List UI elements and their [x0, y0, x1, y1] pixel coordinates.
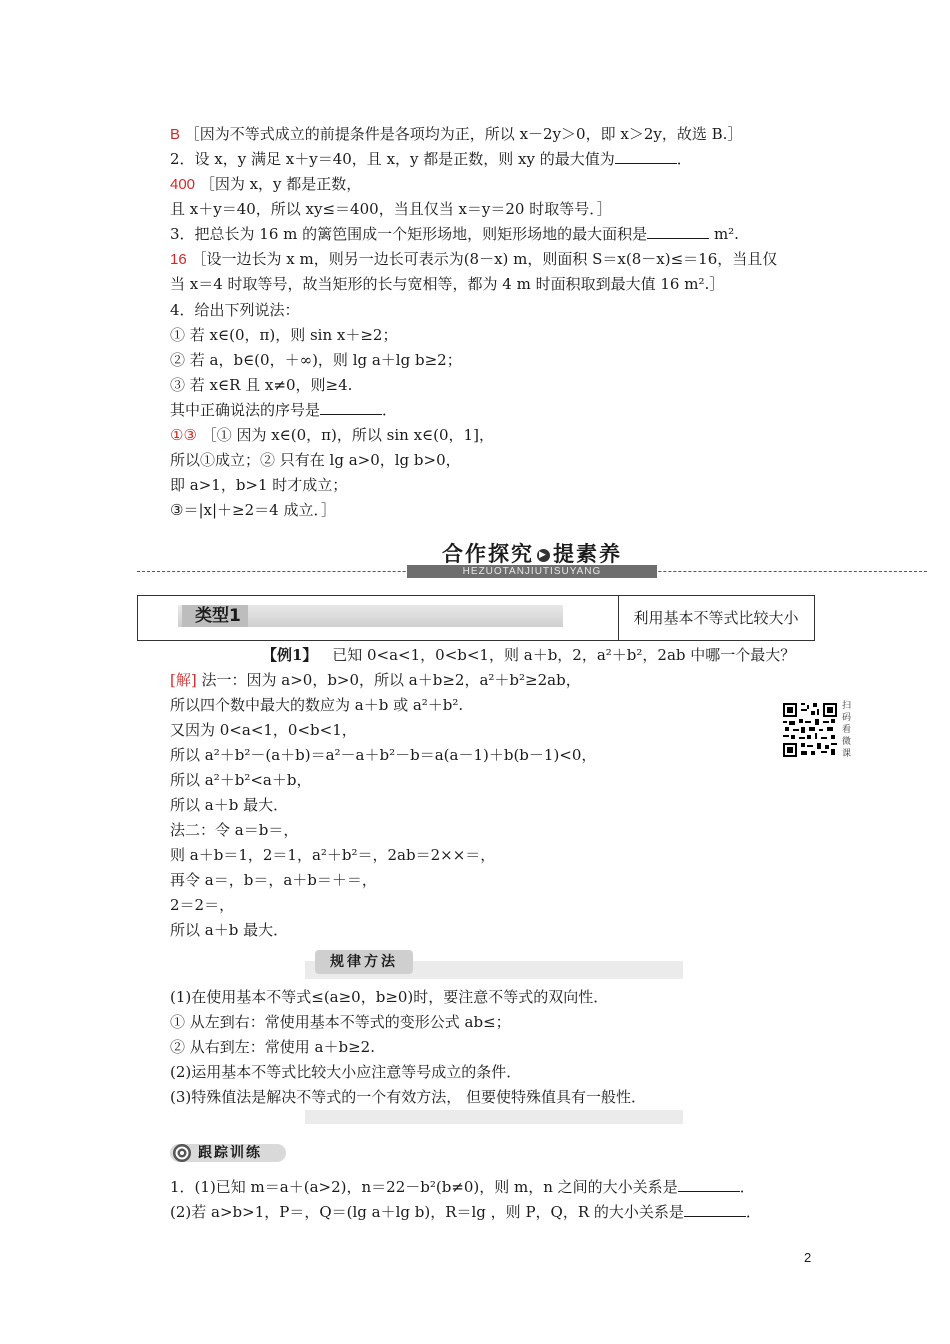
solution-text: 则 a＋b＝1，2＝1，a²＋b²＝，2ab＝2××＝，: [170, 846, 496, 864]
answer-blank: [615, 149, 677, 164]
answer-blank: [684, 1202, 746, 1217]
solution-text: 所以四个数中最大的数应为 a＋b 或 a²＋b².: [170, 696, 464, 714]
solution-line-5: [170, 770, 311, 790]
answer-line-8: [170, 475, 347, 495]
qr-caption: 扫码看微课: [842, 701, 852, 759]
solution-text: 所以 a＋b 最大．: [170, 921, 289, 939]
method-line-2: [170, 1012, 511, 1032]
answer-mark: 16: [170, 251, 187, 268]
answer-mark: ①③: [170, 427, 197, 444]
question-end: ．: [382, 401, 398, 419]
question-text: 4．给出下列说法：: [170, 301, 300, 319]
answer-mark: 400: [170, 176, 196, 193]
answer-text: ［因为不等式成立的前提条件是各项均为正，所以 x－2y＞0，即 x＞2y，故选 B.］: [184, 125, 743, 143]
tracking-header: [170, 1141, 286, 1165]
answer-line-1: [170, 124, 742, 145]
answer-line-5: [170, 274, 724, 294]
answer-mark: B: [170, 126, 181, 143]
answer-text: ［设一边长为 x m，则另一边长可表示为(8－x) m，则面积 S＝x(8－x)≤＝16，当且仅: [191, 250, 778, 268]
qr-code-icon[interactable]: [783, 703, 837, 757]
answer-blank: [647, 224, 709, 239]
answer-text: 且 x＋y＝40，所以 xy≤＝400，当且仅当 x＝y＝20 时取等号．］: [170, 200, 612, 218]
solution-text: 2＝2＝，: [170, 896, 235, 914]
practice-text: 1．(1)已知 m＝a＋(a>2)，n＝22－b²(b≠0)，则 m，n 之间的大小关系是: [170, 1178, 678, 1196]
method-text: (1)在使用基本不等式≤(a≥0，b≥0)时，要注意不等式的双向性．: [170, 988, 609, 1006]
solution-text: 法二：令 a＝b＝，: [170, 821, 299, 839]
solution-text: 法一：因为 a>0，b>0，所以 a＋b≥2，a²＋b²≥2ab，: [201, 671, 581, 689]
target-icon: [172, 1143, 192, 1163]
answer-text: 当 x＝4 时取等号，故当矩形的长与宽相等，都为 4 m 时面积取到最大值 16 m².］: [170, 275, 725, 293]
answer-line-4: [170, 249, 777, 270]
question-text: 3．把总长为 16 m 的篱笆围成一个矩形场地，则矩形场地的最大面积是: [170, 225, 648, 243]
answer-text: ［① 因为 x∈(0，π)，所以 sin x∈(0，1]，: [201, 426, 494, 444]
section-title-left: 合作探究: [442, 542, 534, 566]
answer-text: ［因为 x，y 都是正数，: [199, 175, 362, 193]
solution-text: 再令 a＝，b＝，a＋b＝＋＝，: [170, 871, 377, 889]
method-text: (3)特殊值法是解决不等式的一个有效方法， 但要使特殊值具有一般性．: [170, 1088, 647, 1106]
answer-text: 所以①成立；② 只有在 lg a>0，lg b>0，: [170, 451, 461, 469]
question-text: 2．设 x，y 满足 x＋y＝40，且 x，y 都是正数，则 xy 的最大值为: [170, 150, 615, 168]
example-question-text: 已知 0<a<1，0<b<1，则 a＋b，2，a²＋b²，2ab 中哪一个最大？: [332, 646, 796, 664]
method-line-4: [170, 1062, 521, 1082]
statement-1: [170, 325, 397, 345]
method-line-5: [170, 1087, 646, 1107]
answer-line-3: [170, 199, 612, 219]
answer-text: 即 a>1，b>1 时才成立；: [170, 476, 348, 494]
solution-text: 所以 a²＋b²<a＋b，: [170, 771, 312, 789]
answer-line-6: [170, 425, 494, 446]
method-text: (2)运用基本不等式比较大小应注意等号成立的条件．: [170, 1063, 522, 1081]
example-question: [262, 645, 795, 665]
answer-line-9: [170, 500, 336, 520]
solution-text: 所以 a＋b 最大．: [170, 796, 289, 814]
solution-line-10: [170, 895, 234, 915]
method-line-3: [170, 1037, 375, 1057]
method-tag: 规律方法: [315, 950, 413, 974]
type-box: [137, 595, 815, 641]
practice-text: (2)若 a>b>1，P＝，Q＝(lg a＋lg b)，R＝lg ，则 P，Q，R 的大小关系是: [170, 1203, 684, 1221]
solution-line-8: [170, 845, 495, 865]
method-bottom-bar: [305, 1110, 683, 1124]
solution-line-6: [170, 795, 288, 815]
section-title-right: 提素养: [553, 542, 622, 566]
example-head: 【例1】: [262, 646, 318, 664]
statement-text: ③ 若 x∈R 且 x≠0，则≥4.: [170, 376, 353, 394]
statement-2: [170, 350, 462, 370]
practice-question-1: [170, 1177, 755, 1197]
practice-end: ．: [739, 1178, 755, 1196]
section-title: [137, 538, 927, 568]
method-line-1: [170, 987, 608, 1007]
solution-text: 所以 a²＋b²－(a＋b)＝a²－a＋b²－b＝a(a－1)＋b(b－1)<0，: [170, 746, 597, 764]
section-pinyin: HEZUOTANJIUTISUYANG: [407, 565, 657, 578]
arrow-icon: ▶: [537, 549, 550, 562]
question-2: [170, 149, 692, 169]
type-description: 利用基本不等式比较大小: [633, 609, 799, 627]
answer-blank: [678, 1177, 740, 1192]
answer-line-2: [170, 174, 361, 195]
page-number: 2: [804, 1250, 812, 1265]
statement-text: ① 若 x∈(0，π)，则 sin x＋≥2；: [170, 326, 398, 344]
type-label-cell: [138, 596, 619, 640]
solution-line-7: [170, 820, 298, 840]
method-text: ① 从左到右：常使用基本不等式的变形公式 ab≤；: [170, 1013, 511, 1031]
question-4-prompt: [170, 400, 397, 420]
section-header: [137, 538, 927, 582]
practice-question-2: [170, 1202, 761, 1222]
solution-line-1: [170, 670, 581, 690]
statement-3: [170, 375, 352, 395]
answer-line-7: [170, 450, 461, 470]
question-text: 其中正确说法的序号是: [170, 401, 321, 419]
question-3: [170, 224, 739, 244]
question-4: [170, 300, 300, 320]
solution-mark: [解]: [170, 671, 197, 689]
method-text: ② 从右到左：常使用 a＋b≥2.: [170, 1038, 375, 1056]
statement-text: ② 若 a，b∈(0，＋∞)，则 lg a＋lg b≥2；: [170, 351, 462, 369]
answer-blank: [320, 400, 382, 415]
solution-text: 又因为 0<a<1，0<b<1，: [170, 721, 357, 739]
tracking-label: 跟踪训练: [198, 1145, 262, 1161]
solution-line-11: [170, 920, 288, 940]
solution-line-9: [170, 870, 377, 890]
question-end: ．: [676, 150, 692, 168]
answer-text: ③＝|x|＋≥2＝4 成立．］: [170, 501, 336, 519]
solution-line-4: [170, 745, 596, 765]
type-label: 类型1: [195, 606, 241, 626]
solution-line-2: [170, 695, 463, 715]
practice-end: ．: [745, 1203, 761, 1221]
question-end: m².: [709, 225, 739, 243]
solution-line-3: [170, 720, 357, 740]
